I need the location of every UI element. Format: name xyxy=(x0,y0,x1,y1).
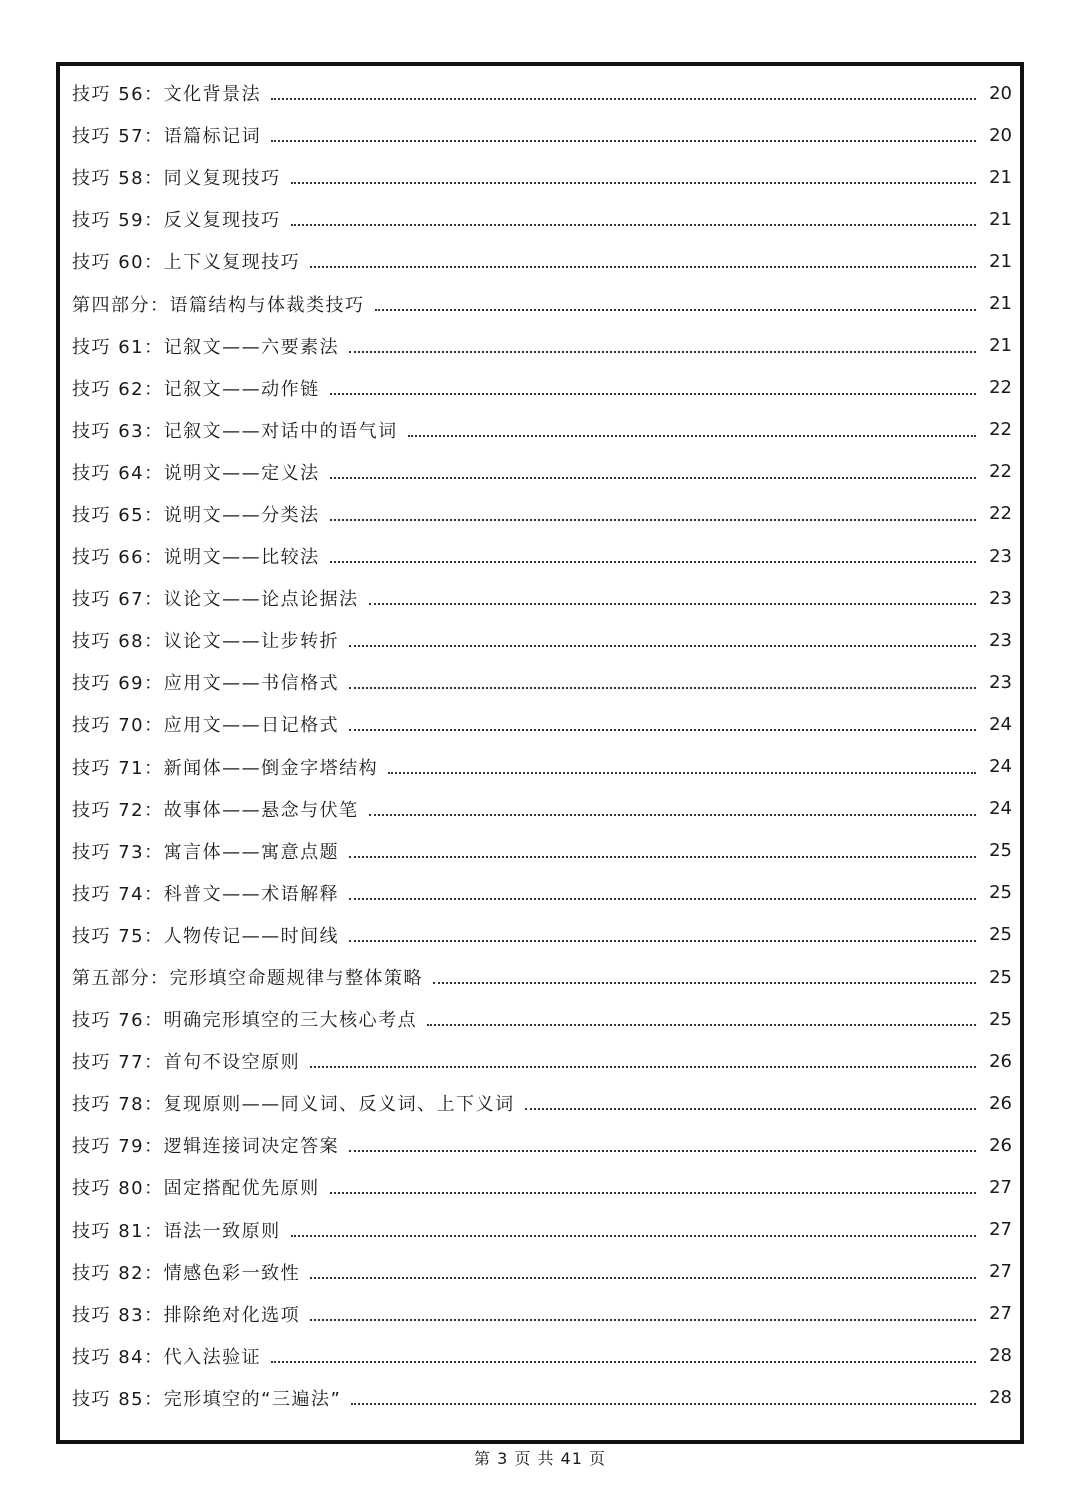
dot-leader xyxy=(310,1277,976,1279)
toc-entry-page-number: 22 xyxy=(989,377,1012,399)
table-of-contents xyxy=(72,72,1012,1419)
toc-entry[interactable] xyxy=(72,1082,1012,1124)
page-frame xyxy=(56,62,1024,1444)
dot-leader xyxy=(271,1361,976,1363)
toc-entry-page-number: 28 xyxy=(989,1387,1012,1409)
toc-entry-page-number: 24 xyxy=(989,713,1012,735)
dot-leader xyxy=(349,898,976,900)
toc-entry-page-number: 22 xyxy=(989,461,1012,483)
dot-leader xyxy=(525,1108,976,1110)
dot-leader xyxy=(388,772,976,774)
toc-entry[interactable] xyxy=(72,998,1012,1040)
toc-entry[interactable] xyxy=(72,1124,1012,1166)
dot-leader xyxy=(330,393,976,395)
toc-entry-page-number: 20 xyxy=(989,124,1012,146)
toc-entry-title: 技巧 73：寓言体——寓意点题 xyxy=(72,841,340,863)
toc-entry[interactable] xyxy=(72,1293,1012,1335)
dot-leader xyxy=(330,561,976,563)
toc-entry-title: 技巧 63：记叙文——对话中的语气词 xyxy=(72,420,398,442)
toc-entry[interactable] xyxy=(72,1209,1012,1251)
toc-entry-page-number: 25 xyxy=(989,882,1012,904)
toc-entry-title: 技巧 68：议论文——让步转折 xyxy=(72,631,340,653)
toc-entry[interactable] xyxy=(72,1377,1012,1419)
toc-entry-page-number: 26 xyxy=(989,1050,1012,1072)
toc-entry[interactable] xyxy=(72,577,1012,619)
dot-leader xyxy=(310,266,976,268)
dot-leader xyxy=(330,1192,976,1194)
page-footer: 第 3 页 共 41 页 xyxy=(474,1449,606,1468)
toc-entry-title: 技巧 84：代入法验证 xyxy=(72,1346,262,1368)
dot-leader xyxy=(375,309,977,311)
toc-entry-page-number: 21 xyxy=(989,166,1012,188)
toc-entry-title: 技巧 56：文化背景法 xyxy=(72,84,262,106)
toc-entry-title: 技巧 67：议论文——论点论据法 xyxy=(72,589,359,611)
toc-entry[interactable] xyxy=(72,1335,1012,1377)
toc-entry-page-number: 23 xyxy=(989,671,1012,693)
dot-leader xyxy=(310,1066,976,1068)
toc-entry-title: 技巧 69：应用文——书信格式 xyxy=(72,673,340,695)
toc-entry[interactable] xyxy=(72,451,1012,493)
toc-entry[interactable] xyxy=(72,198,1012,240)
toc-entry-title: 技巧 66：说明文——比较法 xyxy=(72,547,320,569)
toc-entry[interactable] xyxy=(72,1166,1012,1208)
toc-entry-title: 技巧 64：说明文——定义法 xyxy=(72,462,320,484)
toc-entry[interactable] xyxy=(72,72,1012,114)
toc-entry[interactable] xyxy=(72,240,1012,282)
dot-leader xyxy=(433,982,976,984)
dot-leader xyxy=(349,729,976,731)
toc-entry[interactable] xyxy=(72,535,1012,577)
toc-entry-page-number: 21 xyxy=(989,335,1012,357)
toc-entry-title: 技巧 81：语法一致原则 xyxy=(72,1220,281,1242)
dot-leader xyxy=(310,1319,976,1321)
toc-entry-page-number: 28 xyxy=(989,1345,1012,1367)
toc-entry[interactable] xyxy=(72,746,1012,788)
toc-entry-title: 第五部分：完形填空命题规律与整体策略 xyxy=(72,968,423,990)
dot-leader xyxy=(349,856,976,858)
dot-leader xyxy=(291,1235,976,1237)
toc-entry-title: 技巧 65：说明文——分类法 xyxy=(72,504,320,526)
toc-entry-title: 技巧 70：应用文——日记格式 xyxy=(72,715,340,737)
toc-entry-page-number: 20 xyxy=(989,82,1012,104)
dot-leader xyxy=(349,940,976,942)
toc-entry[interactable] xyxy=(72,1040,1012,1082)
toc-entry[interactable] xyxy=(72,409,1012,451)
toc-entry-title: 技巧 80：固定搭配优先原则 xyxy=(72,1178,320,1200)
toc-entry[interactable] xyxy=(72,367,1012,409)
toc-entry-page-number: 21 xyxy=(989,250,1012,272)
toc-entry[interactable] xyxy=(72,282,1012,324)
toc-entry-title: 技巧 83：排除绝对化选项 xyxy=(72,1304,301,1326)
dot-leader xyxy=(349,687,976,689)
toc-entry[interactable] xyxy=(72,619,1012,661)
dot-leader xyxy=(271,98,976,100)
toc-entry[interactable] xyxy=(72,661,1012,703)
toc-entry-page-number: 26 xyxy=(989,1092,1012,1114)
dot-leader xyxy=(349,1150,976,1152)
dot-leader xyxy=(349,645,976,647)
dot-leader xyxy=(349,351,976,353)
toc-entry-title: 技巧 76：明确完形填空的三大核心考点 xyxy=(72,1010,418,1032)
toc-entry-page-number: 23 xyxy=(989,587,1012,609)
toc-entry[interactable] xyxy=(72,156,1012,198)
toc-entry-title: 技巧 74：科普文——术语解释 xyxy=(72,883,340,905)
toc-entry-page-number: 23 xyxy=(989,545,1012,567)
toc-entry-page-number: 25 xyxy=(989,840,1012,862)
toc-entry-page-number: 21 xyxy=(989,208,1012,230)
toc-entry-page-number: 27 xyxy=(989,1303,1012,1325)
toc-entry-title: 技巧 85：完形填空的“三遍法” xyxy=(72,1388,342,1410)
toc-entry-title: 技巧 77：首句不设空原则 xyxy=(72,1052,301,1074)
toc-entry-page-number: 24 xyxy=(989,756,1012,778)
toc-entry-title: 技巧 62：记叙文——动作链 xyxy=(72,378,320,400)
toc-entry-page-number: 22 xyxy=(989,419,1012,441)
toc-entry-title: 技巧 78：复现原则——同义词、反义词、上下义词 xyxy=(72,1094,515,1116)
toc-entry-page-number: 27 xyxy=(989,1261,1012,1283)
toc-entry-page-number: 27 xyxy=(989,1219,1012,1241)
toc-entry-title: 技巧 58：同义复现技巧 xyxy=(72,168,281,190)
toc-entry[interactable] xyxy=(72,1251,1012,1293)
toc-entry-title: 技巧 60：上下义复现技巧 xyxy=(72,252,301,274)
toc-entry[interactable] xyxy=(72,956,1012,998)
dot-leader xyxy=(291,182,976,184)
dot-leader xyxy=(271,140,976,142)
toc-entry[interactable] xyxy=(72,325,1012,367)
toc-entry[interactable] xyxy=(72,788,1012,830)
dot-leader xyxy=(369,814,976,816)
toc-entry[interactable] xyxy=(72,830,1012,872)
toc-entry-page-number: 23 xyxy=(989,629,1012,651)
dot-leader xyxy=(369,603,976,605)
toc-entry-page-number: 27 xyxy=(989,1176,1012,1198)
toc-entry[interactable] xyxy=(72,493,1012,535)
toc-entry-title: 技巧 72：故事体——悬念与伏笔 xyxy=(72,799,359,821)
toc-entry-title: 技巧 79：逻辑连接词决定答案 xyxy=(72,1136,340,1158)
dot-leader xyxy=(408,435,976,437)
toc-entry-title: 技巧 71：新闻体——倒金字塔结构 xyxy=(72,757,379,779)
toc-entry-page-number: 21 xyxy=(989,293,1012,315)
toc-entry-page-number: 26 xyxy=(989,1134,1012,1156)
toc-entry-title: 技巧 82：情感色彩一致性 xyxy=(72,1262,301,1284)
toc-entry-title: 第四部分：语篇结构与体裁类技巧 xyxy=(72,294,365,316)
toc-entry[interactable] xyxy=(72,703,1012,745)
toc-entry-page-number: 25 xyxy=(989,924,1012,946)
toc-entry-title: 技巧 75：人物传记——时间线 xyxy=(72,925,340,947)
dot-leader xyxy=(291,224,976,226)
dot-leader xyxy=(330,519,976,521)
dot-leader xyxy=(427,1024,976,1026)
toc-entry-page-number: 25 xyxy=(989,966,1012,988)
toc-entry[interactable] xyxy=(72,114,1012,156)
dot-leader xyxy=(351,1403,976,1405)
toc-entry-page-number: 22 xyxy=(989,503,1012,525)
toc-entry-title: 技巧 57：语篇标记词 xyxy=(72,126,262,148)
toc-entry-page-number: 25 xyxy=(989,1008,1012,1030)
dot-leader xyxy=(330,477,976,479)
toc-entry-page-number: 24 xyxy=(989,798,1012,820)
toc-entry[interactable] xyxy=(72,914,1012,956)
toc-entry[interactable] xyxy=(72,872,1012,914)
toc-entry-title: 技巧 59：反义复现技巧 xyxy=(72,210,281,232)
toc-entry-title: 技巧 61：记叙文——六要素法 xyxy=(72,336,340,358)
